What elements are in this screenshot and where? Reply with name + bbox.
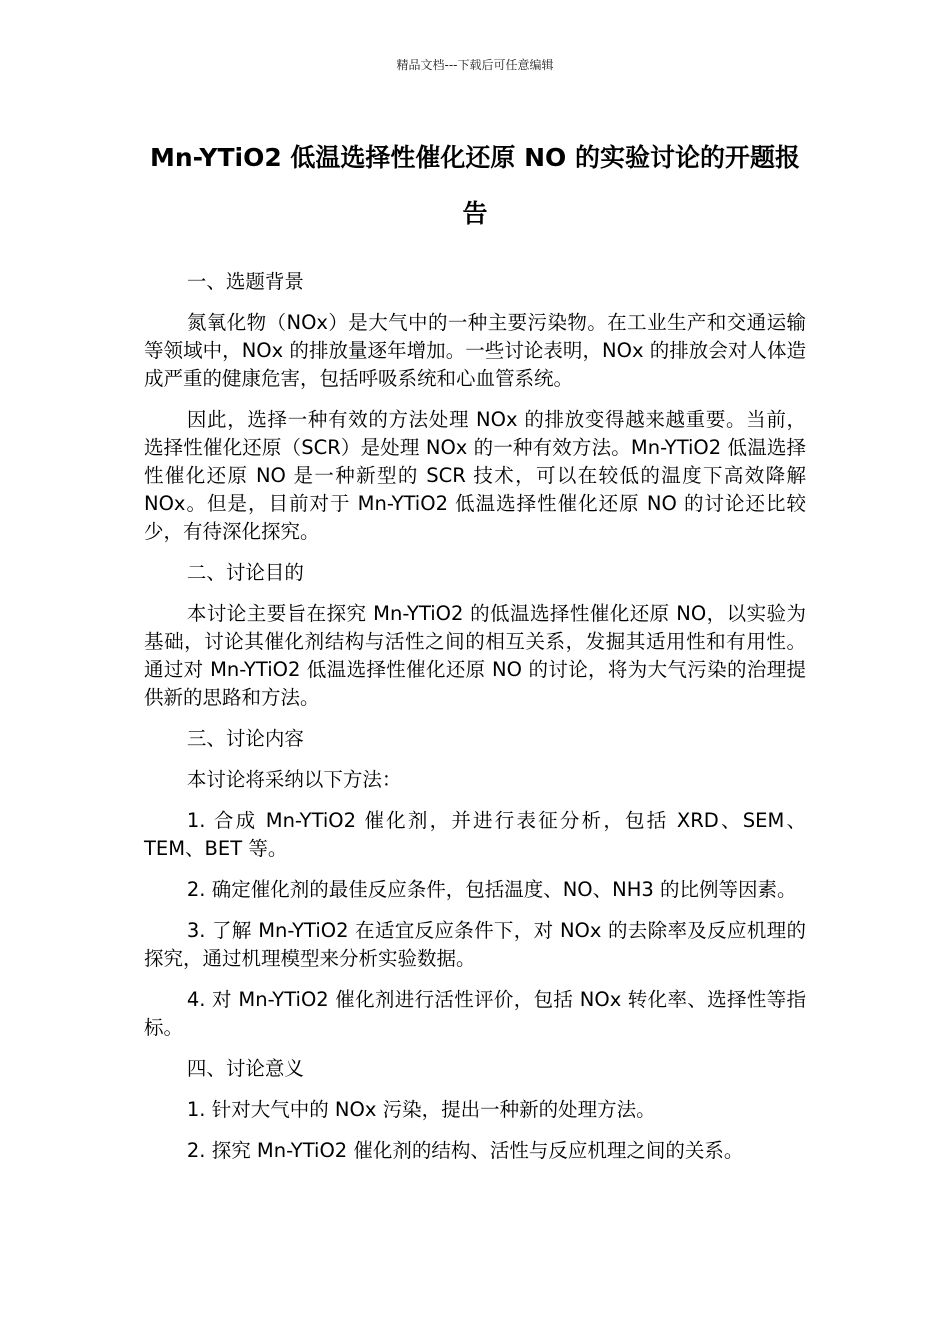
paragraph: 本讨论将采纳以下方法：	[186, 768, 402, 791]
paragraph: 氮氧化物（NOx）是大气中的一种主要污染物。在工业生产和交通运输等领域中，NOx 的排放量逐年增加。一些讨论表明，NOx 的排放会对人体造成严重的健康危害，包括呼吸系统和心血管系统。	[144, 311, 806, 390]
paragraph: 本讨论主要旨在探究 Mn-YTiO2 的低温选择性催化还原 NO，以实验为基础，讨论其催化剂结构与活性之间的相互关系，发掘其适用性和有用性。通过对 Mn-YTiO2 低温选择性催化还原 NO 的讨论，将为大气污染的治理提供新的思路和方法。	[144, 602, 806, 709]
list-item: 1. 针对大气中的 NOx 污染，提出一种新的处理方法。	[186, 1098, 656, 1121]
section-heading-purpose: 二、讨论目的	[186, 561, 304, 584]
document-body	[144, 268, 806, 1178]
paragraph: 因此，选择一种有效的方法处理 NOx 的排放变得越来越重要。当前，选择性催化还原（SCR）是处理 NOx 的一种有效方法。Mn-YTiO2 低温选择性催化还原 NO 是一种新型的 SCR 技术，可以在较低的温度下高效降解 NOx。但是，目前对于 Mn-YTiO2 低温选择性催化还原 NO 的讨论还比较少，有待深化探究。	[144, 408, 806, 543]
list-item: 3. 了解 Mn-YTiO2 在适宜反应条件下，对 NOx 的去除率及反应机理的探究，通过机理模型来分析实验数据。	[144, 919, 806, 970]
list-item: 2. 确定催化剂的最佳反应条件，包括温度、NO、NH3 的比例等因素。	[186, 878, 797, 901]
section-heading-content: 三、讨论内容	[186, 727, 304, 750]
list-item: 1. 合成 Mn-YTiO2 催化剂，并进行表征分析，包括 XRD、SEM、TEM、BET 等。	[144, 809, 806, 860]
header-note: 精品文档---下载后可任意编辑	[396, 58, 554, 72]
document-title: Mn-YTiO2 低温选择性催化还原 NO 的实验讨论的开题报告	[149, 143, 801, 228]
list-item: 4. 对 Mn-YTiO2 催化剂进行活性评价，包括 NOx 转化率、选择性等指标。	[144, 988, 806, 1039]
section-heading-significance: 四、讨论意义	[186, 1057, 304, 1080]
section-heading-background: 一、选题背景	[186, 270, 304, 293]
list-item: 2. 探究 Mn-YTiO2 催化剂的结构、活性与反应机理之间的关系。	[186, 1139, 744, 1162]
